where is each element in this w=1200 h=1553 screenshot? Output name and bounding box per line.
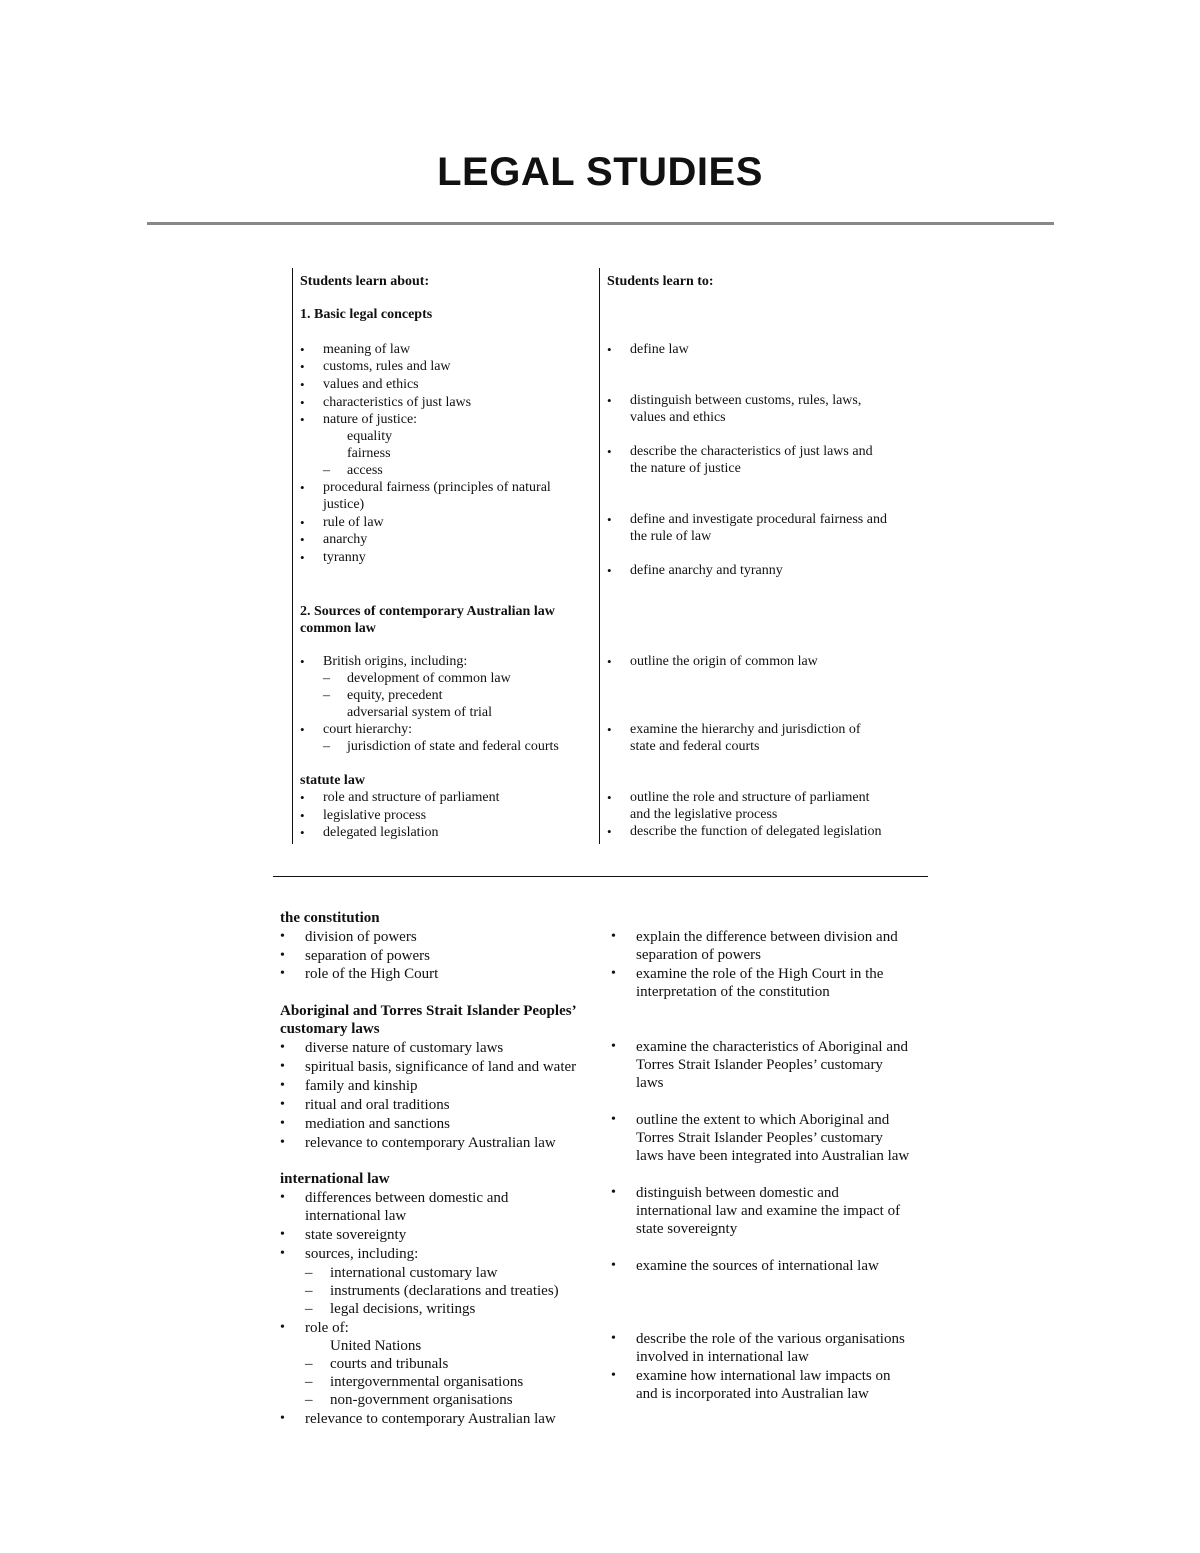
bullet-marker: • <box>280 948 285 963</box>
bullet-marker: • <box>300 825 305 840</box>
dash-marker: – <box>323 739 330 754</box>
list-item: British origins, including: <box>323 654 468 669</box>
bullet-marker: • <box>280 1411 285 1426</box>
bullet-marker: • <box>607 393 612 408</box>
list-item: role of the High Court <box>305 966 439 982</box>
bullet-marker: • <box>280 1040 285 1055</box>
bullet-marker: • <box>607 512 612 527</box>
subsection-heading-constitution: the constitution <box>280 910 380 926</box>
list-item: describe the role of the various organisations <box>636 1331 905 1347</box>
list-item: distinguish between domestic and <box>636 1185 839 1201</box>
right-column-header: Students learn to: <box>607 274 714 289</box>
list-item: nature of justice: <box>323 412 418 427</box>
list-item-continuation: and the legislative process <box>630 807 778 822</box>
bullet-marker: • <box>611 1368 616 1383</box>
bullet-marker: • <box>607 444 612 459</box>
list-item: separation of powers <box>305 948 430 964</box>
list-item: relevance to contemporary Australian law <box>305 1411 556 1427</box>
bullet-marker: • <box>280 1078 285 1093</box>
list-item: rule of law <box>323 515 384 530</box>
list-item: role and structure of parliament <box>323 790 500 805</box>
bullet-marker: • <box>300 654 305 669</box>
sub-list-item: jurisdiction of state and federal courts <box>347 739 559 754</box>
bullet-marker: • <box>611 929 616 944</box>
list-item: mediation and sanctions <box>305 1116 450 1132</box>
list-item-continuation: involved in international law <box>636 1349 809 1365</box>
bullet-marker: • <box>280 1097 285 1112</box>
bullet-marker: • <box>280 1320 285 1335</box>
list-item: examine the characteristics of Aboriginal and <box>636 1039 908 1055</box>
dash-marker: – <box>323 671 330 686</box>
list-item: values and ethics <box>323 377 419 392</box>
bullet-marker: • <box>300 359 305 374</box>
list-item: differences between domestic and <box>305 1190 509 1206</box>
bullet-marker: • <box>280 1059 285 1074</box>
bullet-marker: • <box>607 824 612 839</box>
bullet-marker: • <box>280 929 285 944</box>
dash-marker: – <box>305 1392 313 1408</box>
sub-list-item: intergovernmental organisations <box>330 1374 524 1390</box>
dash-marker: – <box>305 1283 313 1299</box>
sub-list-item: adversarial system of trial <box>347 705 493 720</box>
subsection-heading-international-law: international law <box>280 1171 390 1187</box>
bullet-marker: • <box>607 722 612 737</box>
list-item: describe the function of delegated legislation <box>630 824 882 839</box>
sub-list-item: non-government organisations <box>330 1392 513 1408</box>
bullet-marker: • <box>280 1246 285 1261</box>
list-item-continuation: and is incorporated into Australian law <box>636 1386 869 1402</box>
list-item-continuation: values and ethics <box>630 410 726 425</box>
list-item: define law <box>630 342 689 357</box>
middle-column-rule <box>599 268 600 844</box>
list-item: anarchy <box>323 532 368 547</box>
list-item: legislative process <box>323 808 427 823</box>
list-item: customs, rules and law <box>323 359 451 374</box>
list-item-continuation: international law and examine the impact of <box>636 1203 901 1219</box>
list-item: examine the sources of international law <box>636 1258 879 1274</box>
bullet-marker: • <box>300 342 305 357</box>
section-divider <box>273 876 928 877</box>
list-item-continuation: state sovereignty <box>636 1221 738 1237</box>
list-item: examine how international law impacts on <box>636 1368 891 1384</box>
list-item: spiritual basis, significance of land and water <box>305 1059 577 1075</box>
bullet-marker: • <box>607 342 612 357</box>
sub-list-item: United Nations <box>330 1338 422 1354</box>
bullet-marker: • <box>611 1331 616 1346</box>
list-item: outline the origin of common law <box>630 654 818 669</box>
left-column-rule <box>292 268 293 844</box>
list-item: outline the extent to which Aboriginal and <box>636 1112 890 1128</box>
bullet-marker: • <box>300 550 305 565</box>
list-item: outline the role and structure of parliament <box>630 790 870 805</box>
title-divider <box>147 222 1054 225</box>
bullet-marker: • <box>300 377 305 392</box>
list-item-continuation: Torres Strait Islander Peoples’ customary <box>636 1130 883 1146</box>
list-item-continuation: the nature of justice <box>630 461 741 476</box>
bullet-marker: • <box>611 1112 616 1127</box>
bullet-marker: • <box>280 1227 285 1242</box>
list-item: tyranny <box>323 550 366 565</box>
sub-list-item: courts and tribunals <box>330 1356 449 1372</box>
subsection-heading-customary-laws: Aboriginal and Torres Strait Islander Peoples’ <box>280 1003 577 1019</box>
list-item: explain the difference between division and <box>636 929 898 945</box>
list-item-continuation: justice) <box>323 497 365 512</box>
list-item: role of: <box>305 1320 349 1336</box>
list-item: ritual and oral traditions <box>305 1097 450 1113</box>
left-column-header: Students learn about: <box>300 274 430 289</box>
list-item-continuation: international law <box>305 1208 407 1224</box>
bullet-marker: • <box>607 790 612 805</box>
bullet-marker: • <box>300 395 305 410</box>
page-title: LEGAL STUDIES <box>437 150 763 194</box>
bullet-marker: • <box>611 1039 616 1054</box>
bullet-marker: • <box>607 654 612 669</box>
bullet-marker: • <box>300 808 305 823</box>
sub-list-item: equity, precedent <box>347 688 443 703</box>
subsection-heading-statute-law: statute law <box>300 773 365 788</box>
bullet-marker: • <box>280 1116 285 1131</box>
list-item: distinguish between customs, rules, laws, <box>630 393 862 408</box>
bullet-marker: • <box>280 1190 285 1205</box>
sub-list-item: access <box>347 463 383 478</box>
dash-marker: – <box>305 1301 313 1317</box>
bullet-marker: • <box>300 412 305 427</box>
bullet-marker: • <box>300 532 305 547</box>
list-item: meaning of law <box>323 342 411 357</box>
list-item: court hierarchy: <box>323 722 413 737</box>
list-item: define anarchy and tyranny <box>630 563 783 578</box>
bullet-marker: • <box>300 722 305 737</box>
bullet-marker: • <box>611 1258 616 1273</box>
list-item-continuation: Torres Strait Islander Peoples’ customary <box>636 1057 883 1073</box>
bullet-marker: • <box>300 480 305 495</box>
list-item: family and kinship <box>305 1078 418 1094</box>
list-item: examine the hierarchy and jurisdiction of <box>630 722 861 737</box>
list-item-continuation: interpretation of the constitution <box>636 984 830 1000</box>
bullet-marker: • <box>280 966 285 981</box>
dash-marker: – <box>305 1356 313 1372</box>
bullet-marker: • <box>607 563 612 578</box>
list-item-continuation: the rule of law <box>630 529 712 544</box>
list-item: relevance to contemporary Australian law <box>305 1135 556 1151</box>
dash-marker: – <box>323 463 330 478</box>
list-item: describe the characteristics of just laws and <box>630 444 873 459</box>
section-heading-basic-concepts: 1. Basic legal concepts <box>300 307 433 322</box>
dash-marker: – <box>305 1265 313 1281</box>
bullet-marker: • <box>611 1185 616 1200</box>
list-item: delegated legislation <box>323 825 439 840</box>
bullet-marker: • <box>611 966 616 981</box>
list-item: procedural fairness (principles of natural <box>323 480 551 495</box>
list-item: sources, including: <box>305 1246 419 1262</box>
list-item: diverse nature of customary laws <box>305 1040 504 1056</box>
subsection-heading-common-law: common law <box>300 621 376 636</box>
list-item: state sovereignty <box>305 1227 407 1243</box>
bullet-marker: • <box>280 1135 285 1150</box>
bullet-marker: • <box>300 790 305 805</box>
sub-list-item: fairness <box>347 446 391 461</box>
list-item: division of powers <box>305 929 417 945</box>
dash-marker: – <box>305 1374 313 1390</box>
list-item-continuation: separation of powers <box>636 947 761 963</box>
list-item: characteristics of just laws <box>323 395 472 410</box>
bullet-marker: • <box>300 515 305 530</box>
sub-list-item: equality <box>347 429 393 444</box>
dash-marker: – <box>323 688 330 703</box>
section-heading-sources: 2. Sources of contemporary Australian law <box>300 604 555 619</box>
sub-list-item: legal decisions, writings <box>330 1301 476 1317</box>
list-item-continuation: state and federal courts <box>630 739 760 754</box>
subsection-heading-customary-laws-cont: customary laws <box>280 1021 380 1037</box>
sub-list-item: international customary law <box>330 1265 498 1281</box>
list-item-continuation: laws have been integrated into Australian law <box>636 1148 910 1164</box>
sub-list-item: instruments (declarations and treaties) <box>330 1283 559 1299</box>
list-item: examine the role of the High Court in the <box>636 966 884 982</box>
sub-list-item: development of common law <box>347 671 511 686</box>
list-item: define and investigate procedural fairness and <box>630 512 887 527</box>
list-item-continuation: laws <box>636 1075 664 1091</box>
